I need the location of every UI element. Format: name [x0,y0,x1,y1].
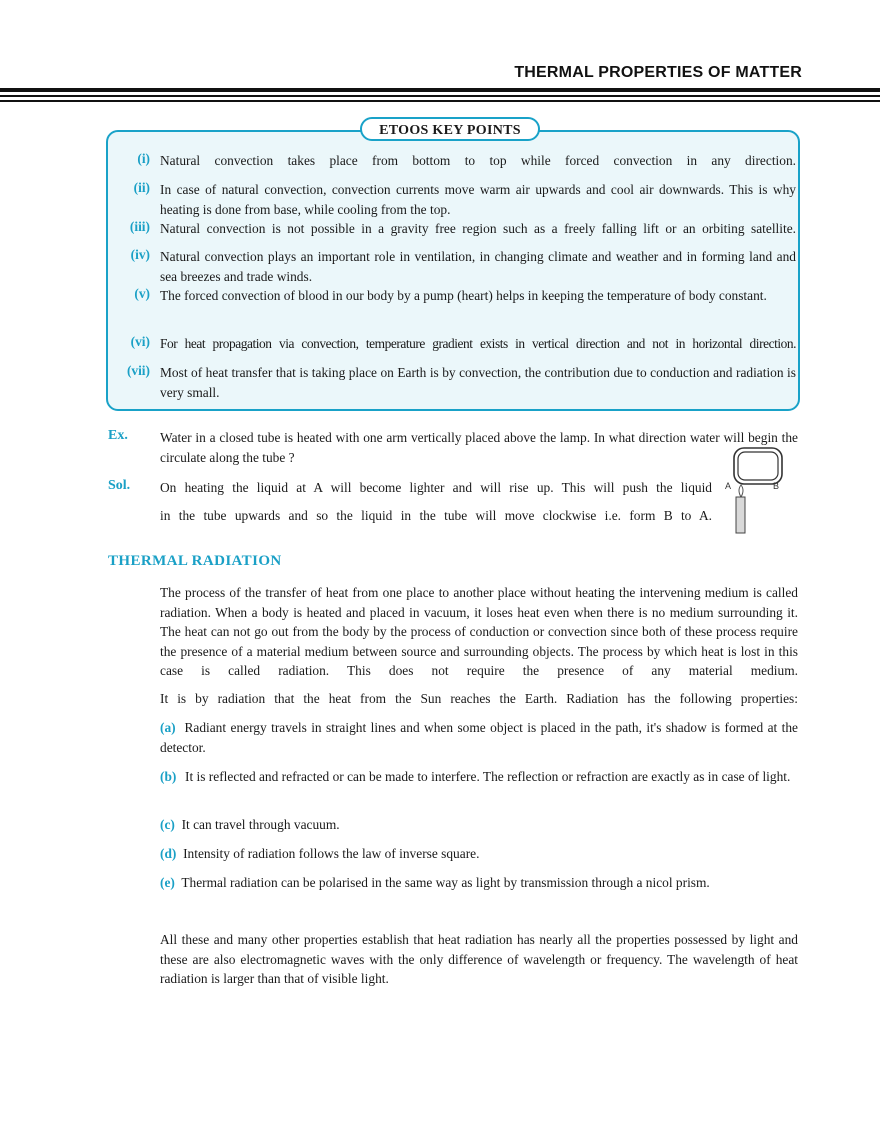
radiation-paragraph-2: It is by radiation that the heat from the Sun reaches the Earth. Radiation has the following properties: [160,691,798,706]
header-rule-thick [0,88,880,92]
example-label: Ex. [108,428,128,443]
key-point-text: Most of heat transfer that is taking place on Earth is by convection, the contribution due to conduction and radiation is very small. [160,365,796,400]
key-point-number: (v) [134,286,150,301]
solution-label: Sol. [108,478,131,493]
radiation-paragraph-3: All these and many other properties establish that heat radiation has nearly all the properties possessed by light and these are also electromagnetic waves with the only difference of wavelength or frequency. The wavelength of heat radiation is larger than that of visible light. [160,932,798,986]
property-item [160,873,798,893]
key-point-text: Natural convection takes place from bottom to top while forced convection in any direction. [160,153,796,168]
property-letter: (b) [160,769,177,784]
solution-line-2: in the tube upwards and so the liquid in the tube will move clockwise i.e. form B to A. [160,508,712,523]
property-text: It can travel through vacuum. [181,817,340,832]
property-text: Radiant energy travels in straight lines and when some object is placed in the path, it's shadow is formed at the detector. [160,720,799,755]
key-point-text: Natural convection is not possible in a gravity free region such as a freely falling lift or an orbiting satellite. [160,221,796,236]
diagram-label-a: A [725,481,732,491]
key-point-text: Natural convection plays an important role in ventilation, in changing climate and weather and in forming land and sea breezes and trade winds. [160,249,796,284]
property-item [160,815,798,835]
property-letter: (d) [160,846,177,861]
lamp-body [736,497,745,533]
lamp-flame [739,485,743,497]
example-question: Water in a closed tube is heated with one arm vertically placed above the lamp. In what direction water will begin the circulate along the tube ? [160,430,798,465]
key-point-text: In case of natural convection, convection currents move warm air upwards and cool air downwards. This is why heating is done from base, while cooling from the top. [160,182,796,217]
key-point-number: (i) [137,151,150,166]
key-point-text: The forced convection of blood in our body by a pump (heart) helps in keeping the temperature of body constant. [160,288,767,303]
diagram-label-b: B [773,481,780,491]
tube-inner [738,452,778,480]
page-header-title: THERMAL PROPERTIES OF MATTER [514,64,802,81]
section-heading: THERMAL RADIATION [108,553,282,569]
key-point-number: (iii) [129,219,150,234]
property-text: Intensity of radiation follows the law of inverse square. [183,846,480,861]
header-rule-thin [0,100,880,102]
convection-tube-diagram [722,444,792,536]
key-point-text: For heat propagation via convection, temperature gradient exists in vertical direction and not in horizontal direction. [160,336,796,351]
property-item [160,767,798,787]
property-item [160,718,798,757]
property-letter: (a) [160,720,176,735]
header-rule-mid [0,95,880,97]
property-item [160,844,798,864]
key-points-title: ETOOS KEY POINTS [360,117,540,141]
key-point-number: (ii) [133,180,150,195]
property-text: Thermal radiation can be polarised in the same way as light by transmission through a nicol prism. [181,875,710,890]
key-point-number: (iv) [130,247,150,262]
radiation-paragraph-1: The process of the transfer of heat from one place to another place without heating the intervening medium is called radiation. When a body is heated and placed in vacuum, it loses heat even when there is no medium surrounding it. The heat can not go out from the body by the process of conduction or convection since both of these process require the presence of a material medium between source and surrounding objects. The process by which heat is lost in this case is called radiation. This does not require the presence of any material medium. [160,585,798,678]
solution-line-1: On heating the liquid at A will become lighter and will rise up. This will push the liquid [160,480,712,495]
property-text: It is reflected and refracted or can be made to interfere. The reflection or refraction are exactly as in case of light. [185,769,791,784]
key-point-number: (vi) [130,334,150,349]
property-letter: (c) [160,817,175,832]
property-letter: (e) [160,875,175,890]
key-point-number: (vii) [126,363,150,378]
